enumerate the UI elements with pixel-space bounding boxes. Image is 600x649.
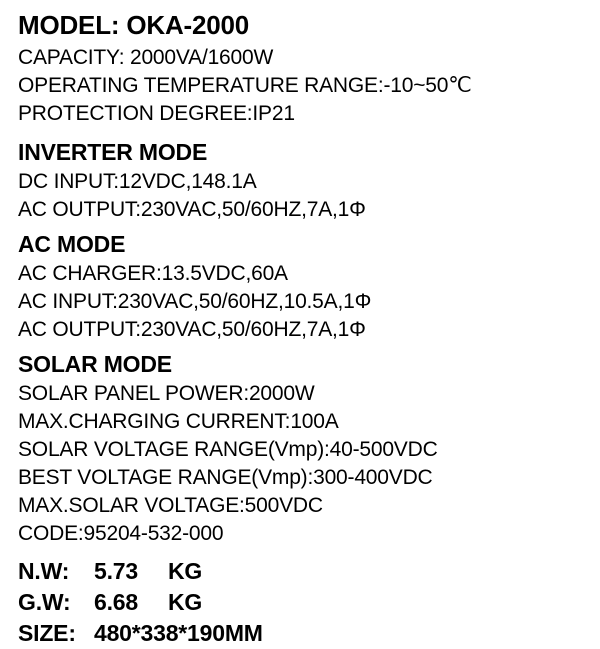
spacer bbox=[18, 128, 590, 132]
model-title: MODEL: OKA-2000 bbox=[18, 10, 250, 40]
gross-weight-label: G.W: bbox=[18, 589, 71, 615]
ac-input: AC INPUT:230VAC,50/60HZ,10.5A,1Φ bbox=[18, 290, 372, 313]
section-title-solar-mode: SOLAR MODE bbox=[18, 351, 172, 377]
net-weight-unit: KG bbox=[168, 558, 203, 584]
solar-voltage-range: SOLAR VOLTAGE RANGE(Vmp):40-500VDC bbox=[18, 438, 438, 461]
gross-weight-row bbox=[18, 587, 590, 618]
gross-weight-unit: KG bbox=[168, 589, 203, 615]
spec-capacity: CAPACITY: 2000VA/1600W bbox=[18, 46, 274, 69]
product-code: CODE:95204-532-000 bbox=[18, 522, 224, 545]
ac-charger: AC CHARGER:13.5VDC,60A bbox=[18, 262, 288, 285]
solar-max-voltage: MAX.SOLAR VOLTAGE:500VDC bbox=[18, 494, 323, 517]
net-weight-row bbox=[18, 556, 590, 587]
size-row bbox=[18, 618, 590, 649]
section-title-inverter-mode: INVERTER MODE bbox=[18, 139, 208, 165]
solar-panel-power: SOLAR PANEL POWER:2000W bbox=[18, 382, 315, 405]
inverter-ac-output: AC OUTPUT:230VAC,50/60HZ,7A,1Φ bbox=[18, 198, 366, 221]
net-weight-label: N.W: bbox=[18, 558, 70, 584]
section-title-ac-mode: AC MODE bbox=[18, 231, 126, 257]
solar-best-voltage-range: BEST VOLTAGE RANGE(Vmp):300-400VDC bbox=[18, 466, 433, 489]
spacer bbox=[18, 548, 590, 556]
solar-max-charging-current: MAX.CHARGING CURRENT:100A bbox=[18, 410, 339, 433]
gross-weight-value: 6.68 bbox=[94, 589, 138, 615]
net-weight-value: 5.73 bbox=[94, 558, 138, 584]
inverter-dc-input: DC INPUT:12VDC,148.1A bbox=[18, 170, 257, 193]
ac-output: AC OUTPUT:230VAC,50/60HZ,7A,1Φ bbox=[18, 318, 366, 341]
spec-operating-temperature: OPERATING TEMPERATURE RANGE:-10~50℃ bbox=[18, 74, 472, 97]
size-value: 480*338*190MM bbox=[94, 620, 263, 646]
spec-protection-degree: PROTECTION DEGREE:IP21 bbox=[18, 102, 295, 125]
size-label: SIZE: bbox=[18, 620, 76, 646]
